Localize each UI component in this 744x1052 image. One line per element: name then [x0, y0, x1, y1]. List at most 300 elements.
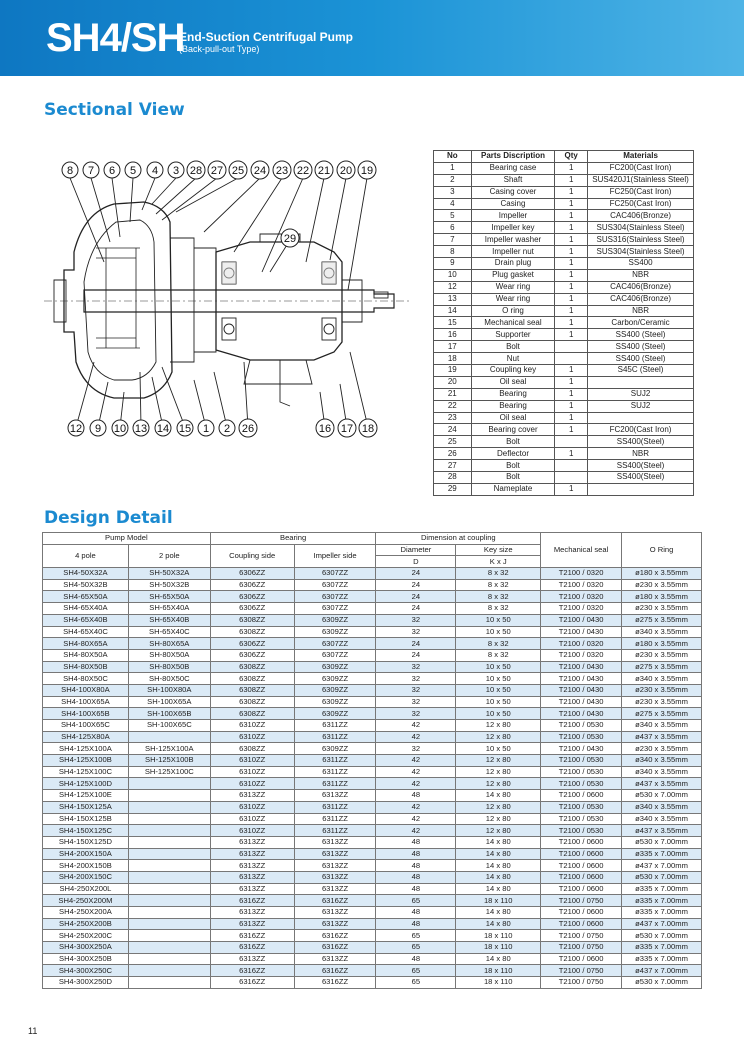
parts-cell-material: SUS304(Stainless Steel) — [588, 246, 694, 258]
cell-key-size: 12 x 80 — [456, 731, 541, 743]
cell-4-pole: SH4-200X150B — [43, 860, 129, 872]
cell-impeller-side: 6309ZZ — [294, 743, 376, 755]
parts-cell-material: FC200(Cast Iron) — [588, 162, 694, 174]
cell-key-size: 12 x 80 — [456, 825, 541, 837]
parts-cell-qty: 1 — [555, 388, 588, 400]
design-row — [43, 708, 702, 720]
cell-key-size: 18 x 110 — [456, 930, 541, 942]
cell-2-pole — [128, 860, 210, 872]
callout-bottom-9 — [239, 419, 257, 437]
cell-2-pole — [128, 731, 210, 743]
cell-mechanical-seal: T2100 / 0600 — [541, 836, 622, 848]
parts-cell-description: Bolt — [471, 436, 555, 448]
cell-diameter: 24 — [376, 649, 456, 661]
cell-coupling-side: 6313ZZ — [210, 790, 294, 802]
parts-cell-no: 10 — [434, 269, 472, 281]
cell-diameter: 32 — [376, 661, 456, 673]
cell-impeller-side: 6313ZZ — [294, 836, 376, 848]
svg-text:4: 4 — [151, 165, 159, 177]
design-row — [43, 720, 702, 732]
cell-impeller-side: 6307ZZ — [294, 649, 376, 661]
parts-cell-no: 5 — [434, 210, 472, 222]
cell-impeller-side: 6313ZZ — [294, 871, 376, 883]
parts-cell-description: Bearing cover — [471, 424, 555, 436]
parts-cell-qty: 1 — [555, 234, 588, 246]
cell-o-ring: ø437 x 7.00mm — [622, 860, 702, 872]
svg-text:10: 10 — [113, 423, 127, 435]
svg-text:6: 6 — [108, 165, 116, 177]
header-coupling-side: Coupling side — [210, 544, 294, 567]
header-impeller-side: Impeller side — [294, 544, 376, 567]
parts-cell-qty: 1 — [555, 305, 588, 317]
cell-2-pole — [128, 778, 210, 790]
cell-o-ring: ø437 x 3.55mm — [622, 731, 702, 743]
parts-cell-description: Plug gasket — [471, 269, 555, 281]
design-row — [43, 942, 702, 954]
cell-o-ring: ø230 x 3.55mm — [622, 696, 702, 708]
cell-impeller-side: 6307ZZ — [294, 638, 376, 650]
cell-diameter: 24 — [376, 591, 456, 603]
cell-mechanical-seal: T2100 / 0600 — [541, 883, 622, 895]
design-row — [43, 778, 702, 790]
cell-mechanical-seal: T2100 / 0750 — [541, 895, 622, 907]
cell-key-size: 12 x 80 — [456, 766, 541, 778]
cell-2-pole — [128, 801, 210, 813]
cell-key-size: 10 x 50 — [456, 696, 541, 708]
callout-mid — [281, 229, 299, 247]
cell-impeller-side: 6307ZZ — [294, 579, 376, 591]
parts-cell-qty: 1 — [555, 293, 588, 305]
design-row — [43, 953, 702, 965]
parts-cell-description: O ring — [471, 305, 555, 317]
cell-2-pole: SH-80X50B — [128, 661, 210, 673]
cell-2-pole: SH-100X80A — [128, 684, 210, 696]
parts-cell-qty: 1 — [555, 186, 588, 198]
parts-row — [434, 460, 694, 472]
cell-o-ring: ø180 x 3.55mm — [622, 638, 702, 650]
cell-diameter: 48 — [376, 790, 456, 802]
parts-cell-qty: 1 — [555, 210, 588, 222]
cell-2-pole — [128, 825, 210, 837]
cell-2-pole — [128, 977, 210, 989]
callout-top-12 — [294, 161, 312, 179]
cell-2-pole: SH-50X32A — [128, 568, 210, 580]
cell-impeller-side: 6311ZZ — [294, 801, 376, 813]
cell-4-pole: SH4-125X100E — [43, 790, 129, 802]
parts-cell-material: SS400(Steel) — [588, 460, 694, 472]
parts-cell-material: SS400(Steel) — [588, 472, 694, 484]
cell-key-size: 10 x 50 — [456, 684, 541, 696]
svg-text:28: 28 — [189, 165, 203, 177]
design-row — [43, 755, 702, 767]
svg-text:3: 3 — [172, 165, 180, 177]
cell-o-ring: ø180 x 3.55mm — [622, 568, 702, 580]
cell-2-pole: SH-65X40C — [128, 626, 210, 638]
cell-4-pole: SH4-250X200L — [43, 883, 129, 895]
callout-bottom-1 — [68, 420, 84, 436]
parts-cell-description: Casing — [471, 198, 555, 210]
cell-mechanical-seal: T2100 / 0320 — [541, 603, 622, 615]
parts-cell-description: Bearing — [471, 400, 555, 412]
cell-2-pole: SH-100X65A — [128, 696, 210, 708]
parts-cell-material: NBR — [588, 269, 694, 281]
parts-row — [434, 293, 694, 305]
parts-cell-description: Bolt — [471, 472, 555, 484]
cell-mechanical-seal: T2100 / 0600 — [541, 790, 622, 802]
model-code: SH4/SH — [46, 16, 185, 60]
design-row — [43, 813, 702, 825]
parts-cell-no: 15 — [434, 317, 472, 329]
parts-header-qty: Qty — [555, 151, 588, 163]
cell-diameter: 42 — [376, 766, 456, 778]
parts-table-header — [434, 151, 694, 163]
cell-coupling-side: 6306ZZ — [210, 649, 294, 661]
cell-impeller-side: 6309ZZ — [294, 684, 376, 696]
cell-4-pole: SH4-100X80A — [43, 684, 129, 696]
parts-cell-material: SS400 (Steel) — [588, 353, 694, 365]
parts-cell-no: 9 — [434, 258, 472, 270]
svg-text:17: 17 — [340, 423, 354, 435]
callout-top-1 — [62, 162, 78, 178]
cell-mechanical-seal: T2100 / 0750 — [541, 930, 622, 942]
cell-diameter: 24 — [376, 603, 456, 615]
cell-4-pole: SH4-150X125D — [43, 836, 129, 848]
parts-cell-no: 18 — [434, 353, 472, 365]
cell-2-pole: SH-80X50C — [128, 673, 210, 685]
cell-2-pole: SH-65X40A — [128, 603, 210, 615]
cell-2-pole: SH-125X100A — [128, 743, 210, 755]
cell-4-pole: SH4-65X40C — [43, 626, 129, 638]
cell-coupling-side: 6308ZZ — [210, 626, 294, 638]
cell-coupling-side: 6313ZZ — [210, 848, 294, 860]
cell-o-ring: ø335 x 7.00mm — [622, 848, 702, 860]
cell-2-pole: SH-65X40B — [128, 614, 210, 626]
cell-4-pole: SH4-100X65B — [43, 708, 129, 720]
parts-cell-no: 24 — [434, 424, 472, 436]
design-row — [43, 684, 702, 696]
cell-2-pole: SH-100X65B — [128, 708, 210, 720]
cell-coupling-side: 6313ZZ — [210, 836, 294, 848]
cell-coupling-side: 6306ZZ — [210, 579, 294, 591]
header-key-size: Key size — [456, 544, 541, 556]
design-row — [43, 965, 702, 977]
parts-table — [433, 150, 694, 496]
parts-row — [434, 353, 694, 365]
callout-top-3 — [104, 162, 120, 178]
cell-diameter: 32 — [376, 614, 456, 626]
parts-cell-material: CAC406(Bronze) — [588, 210, 694, 222]
parts-cell-no: 12 — [434, 281, 472, 293]
cell-4-pole: SH4-250X200C — [43, 930, 129, 942]
cell-key-size: 8 x 32 — [456, 579, 541, 591]
cell-o-ring: ø335 x 7.00mm — [622, 942, 702, 954]
parts-cell-no: 20 — [434, 376, 472, 388]
cell-mechanical-seal: T2100 / 0320 — [541, 649, 622, 661]
parts-cell-qty: 1 — [555, 246, 588, 258]
parts-row — [434, 174, 694, 186]
callout-top-5 — [147, 162, 163, 178]
parts-cell-description: Oil seal — [471, 412, 555, 424]
cell-coupling-side: 6313ZZ — [210, 918, 294, 930]
parts-cell-description: Nameplate — [471, 483, 555, 495]
cell-4-pole: SH4-150X125C — [43, 825, 129, 837]
cell-key-size: 10 x 50 — [456, 661, 541, 673]
design-row — [43, 930, 702, 942]
parts-row — [434, 329, 694, 341]
cell-key-size: 10 x 50 — [456, 708, 541, 720]
cell-4-pole: SH4-65X40B — [43, 614, 129, 626]
svg-text:7: 7 — [87, 165, 95, 177]
svg-text:18: 18 — [361, 423, 375, 435]
cell-o-ring: ø340 x 3.55mm — [622, 626, 702, 638]
parts-cell-description: Wear ring — [471, 293, 555, 305]
cell-impeller-side: 6311ZZ — [294, 731, 376, 743]
cell-o-ring: ø437 x 3.55mm — [622, 825, 702, 837]
cell-mechanical-seal: T2100 / 0430 — [541, 696, 622, 708]
callout-bottom-11 — [338, 419, 356, 437]
cell-key-size: 12 x 80 — [456, 755, 541, 767]
cell-coupling-side: 6306ZZ — [210, 603, 294, 615]
parts-cell-material: Carbon/Ceramic — [588, 317, 694, 329]
parts-cell-no: 14 — [434, 305, 472, 317]
parts-cell-material: SUJ2 — [588, 388, 694, 400]
pump-sectional-drawing — [44, 152, 424, 452]
cell-2-pole — [128, 895, 210, 907]
design-row — [43, 790, 702, 802]
cell-impeller-side: 6307ZZ — [294, 568, 376, 580]
callout-top-4 — [125, 162, 141, 178]
cell-4-pole: SH4-250X200A — [43, 907, 129, 919]
design-detail-heading: Design Detail — [44, 508, 173, 528]
cell-o-ring: ø530 x 7.00mm — [622, 836, 702, 848]
parts-row — [434, 210, 694, 222]
cell-coupling-side: 6308ZZ — [210, 708, 294, 720]
svg-text:16: 16 — [318, 423, 332, 435]
cell-4-pole: SH4-150X125B — [43, 813, 129, 825]
cell-coupling-side: 6313ZZ — [210, 953, 294, 965]
cell-coupling-side: 6306ZZ — [210, 568, 294, 580]
parts-row — [434, 388, 694, 400]
cell-2-pole — [128, 965, 210, 977]
parts-cell-no: 1 — [434, 162, 472, 174]
parts-cell-material: SS400 — [588, 258, 694, 270]
parts-row — [434, 269, 694, 281]
header-mechanical-seal: Mechanical seal — [541, 533, 622, 568]
cell-impeller-side: 6311ZZ — [294, 755, 376, 767]
cell-diameter: 32 — [376, 696, 456, 708]
parts-cell-qty: 1 — [555, 269, 588, 281]
svg-text:12: 12 — [69, 423, 83, 435]
parts-header-materials: Materials — [588, 151, 694, 163]
parts-cell-no: 3 — [434, 186, 472, 198]
parts-cell-material: FC250(Cast Iron) — [588, 198, 694, 210]
parts-cell-no: 23 — [434, 412, 472, 424]
cell-impeller-side: 6316ZZ — [294, 965, 376, 977]
cell-coupling-side: 6316ZZ — [210, 977, 294, 989]
design-row — [43, 836, 702, 848]
cell-key-size: 14 x 80 — [456, 871, 541, 883]
cell-key-size: 12 x 80 — [456, 813, 541, 825]
parts-row — [434, 186, 694, 198]
parts-cell-qty: 1 — [555, 365, 588, 377]
callout-bottom-10 — [316, 419, 334, 437]
cell-mechanical-seal: T2100 / 0430 — [541, 614, 622, 626]
cell-impeller-side: 6309ZZ — [294, 614, 376, 626]
product-title: End-Suction Centrifugal Pump — [179, 30, 353, 44]
header-kxj: K x J — [456, 556, 541, 568]
cell-diameter: 42 — [376, 825, 456, 837]
parts-cell-no: 22 — [434, 400, 472, 412]
parts-cell-description: Impeller washer — [471, 234, 555, 246]
cell-diameter: 24 — [376, 579, 456, 591]
cell-4-pole: SH4-65X40A — [43, 603, 129, 615]
cell-o-ring: ø340 x 3.55mm — [622, 766, 702, 778]
cell-o-ring: ø335 x 7.00mm — [622, 883, 702, 895]
parts-cell-description: Wear ring — [471, 281, 555, 293]
cell-mechanical-seal: T2100 / 0600 — [541, 918, 622, 930]
parts-cell-qty — [555, 353, 588, 365]
parts-cell-qty: 1 — [555, 424, 588, 436]
cell-2-pole — [128, 930, 210, 942]
parts-cell-no: 2 — [434, 174, 472, 186]
cell-o-ring: ø275 x 3.55mm — [622, 614, 702, 626]
cell-coupling-side: 6308ZZ — [210, 684, 294, 696]
cell-key-size: 10 x 50 — [456, 743, 541, 755]
cell-4-pole: SH4-50X32A — [43, 568, 129, 580]
cell-mechanical-seal: T2100 / 0430 — [541, 708, 622, 720]
cell-4-pole: SH4-80X50B — [43, 661, 129, 673]
cell-4-pole: SH4-300X250C — [43, 965, 129, 977]
parts-cell-no: 7 — [434, 234, 472, 246]
svg-text:27: 27 — [210, 165, 224, 177]
cell-key-size: 8 x 32 — [456, 649, 541, 661]
callout-top-7 — [187, 161, 205, 179]
cell-2-pole — [128, 907, 210, 919]
design-row — [43, 696, 702, 708]
cell-diameter: 24 — [376, 638, 456, 650]
parts-cell-material: SUS420J1(Stainless Steel) — [588, 174, 694, 186]
svg-text:20: 20 — [339, 165, 353, 177]
cell-diameter: 48 — [376, 848, 456, 860]
cell-2-pole — [128, 883, 210, 895]
cell-key-size: 14 x 80 — [456, 848, 541, 860]
parts-cell-qty: 1 — [555, 198, 588, 210]
cell-o-ring: ø340 x 3.55mm — [622, 755, 702, 767]
parts-cell-no: 16 — [434, 329, 472, 341]
parts-cell-no: 26 — [434, 448, 472, 460]
cell-diameter: 65 — [376, 977, 456, 989]
cell-diameter: 65 — [376, 895, 456, 907]
cell-mechanical-seal: T2100 / 0430 — [541, 743, 622, 755]
callout-bottom-5 — [155, 420, 171, 436]
design-row — [43, 579, 702, 591]
parts-row — [434, 222, 694, 234]
cell-o-ring: ø230 x 3.55mm — [622, 684, 702, 696]
cell-mechanical-seal: T2100 / 0750 — [541, 965, 622, 977]
design-row — [43, 801, 702, 813]
parts-cell-qty: 1 — [555, 222, 588, 234]
svg-text:22: 22 — [296, 165, 310, 177]
parts-cell-material: NBR — [588, 448, 694, 460]
parts-cell-qty: 1 — [555, 376, 588, 388]
parts-cell-material: SS400 (Steel) — [588, 329, 694, 341]
cell-mechanical-seal: T2100 / 0320 — [541, 579, 622, 591]
svg-text:19: 19 — [360, 165, 374, 177]
callout-top-14 — [337, 161, 355, 179]
callout-bottom-3 — [112, 420, 128, 436]
cell-mechanical-seal: T2100 / 0530 — [541, 731, 622, 743]
header-banner — [0, 0, 744, 76]
cell-4-pole: SH4-250X200M — [43, 895, 129, 907]
design-header-row-1 — [43, 533, 702, 545]
callout-bottom-4 — [133, 420, 149, 436]
cell-impeller-side: 6311ZZ — [294, 766, 376, 778]
callout-top-13 — [315, 161, 333, 179]
parts-cell-qty — [555, 472, 588, 484]
cell-coupling-side: 6308ZZ — [210, 743, 294, 755]
parts-cell-qty — [555, 341, 588, 353]
parts-cell-qty: 1 — [555, 162, 588, 174]
parts-cell-description: Bolt — [471, 341, 555, 353]
cell-2-pole: SH-80X50A — [128, 649, 210, 661]
header-o-ring: O Ring — [622, 533, 702, 568]
parts-cell-material: SUJ2 — [588, 400, 694, 412]
cell-2-pole: SH-50X32B — [128, 579, 210, 591]
cell-o-ring: ø530 x 7.00mm — [622, 790, 702, 802]
parts-cell-qty: 1 — [555, 400, 588, 412]
parts-cell-description: Shaft — [471, 174, 555, 186]
cell-coupling-side: 6310ZZ — [210, 813, 294, 825]
design-row — [43, 860, 702, 872]
cell-4-pole: SH4-80X65A — [43, 638, 129, 650]
parts-row — [434, 258, 694, 270]
cell-mechanical-seal: T2100 / 0600 — [541, 953, 622, 965]
cell-diameter: 48 — [376, 860, 456, 872]
cell-impeller-side: 6309ZZ — [294, 626, 376, 638]
design-row — [43, 626, 702, 638]
parts-row — [434, 281, 694, 293]
cell-impeller-side: 6311ZZ — [294, 825, 376, 837]
cell-4-pole: SH4-50X32B — [43, 579, 129, 591]
cell-mechanical-seal: T2100 / 0430 — [541, 661, 622, 673]
cell-o-ring: ø530 x 7.00mm — [622, 930, 702, 942]
cell-coupling-side: 6310ZZ — [210, 825, 294, 837]
callout-top-8 — [208, 161, 226, 179]
cell-mechanical-seal: T2100 / 0430 — [541, 673, 622, 685]
parts-cell-description: Bolt — [471, 460, 555, 472]
parts-cell-description: Supporter — [471, 329, 555, 341]
cell-4-pole: SH4-65X50A — [43, 591, 129, 603]
cell-key-size: 18 x 110 — [456, 965, 541, 977]
parts-cell-material: SS400(Steel) — [588, 436, 694, 448]
cell-diameter: 42 — [376, 813, 456, 825]
cell-impeller-side: 6313ZZ — [294, 907, 376, 919]
cell-impeller-side: 6309ZZ — [294, 708, 376, 720]
svg-text:2: 2 — [223, 423, 231, 435]
parts-cell-material: FC250(Cast Iron) — [588, 186, 694, 198]
callout-top-11 — [273, 161, 291, 179]
parts-cell-description: Impeller key — [471, 222, 555, 234]
parts-cell-no: 17 — [434, 341, 472, 353]
cell-o-ring: ø230 x 3.55mm — [622, 603, 702, 615]
cell-diameter: 32 — [376, 626, 456, 638]
cell-2-pole — [128, 871, 210, 883]
cell-diameter: 42 — [376, 720, 456, 732]
parts-row — [434, 317, 694, 329]
cell-impeller-side: 6311ZZ — [294, 720, 376, 732]
callout-bottom-12 — [359, 419, 377, 437]
cell-o-ring: ø230 x 3.55mm — [622, 743, 702, 755]
